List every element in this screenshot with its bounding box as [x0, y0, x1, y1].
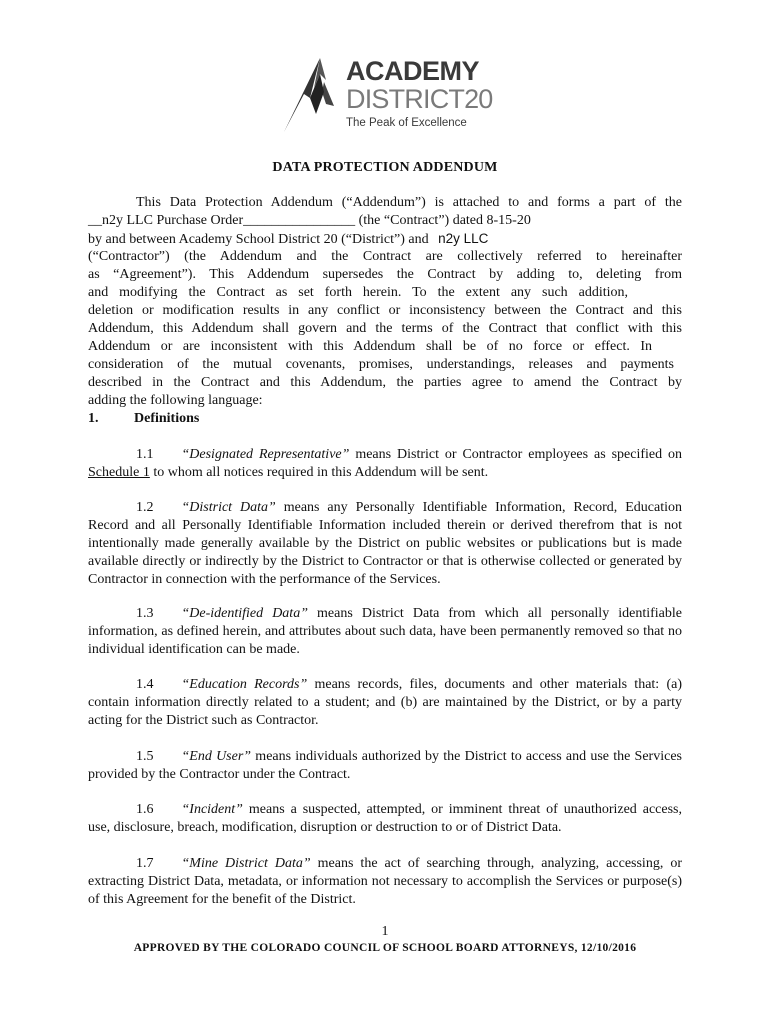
- intro-line-12: adding the following language:: [88, 393, 263, 408]
- intro-line-4: (“Contractor”) (the Addendum and the Contract are collectively referred to hereinafter: [88, 249, 682, 264]
- intro-line-10: consideration of the mutual covenants, promises, understandings, releases and payments: [88, 357, 674, 372]
- logo-tagline: The Peak of Excellence: [346, 117, 467, 129]
- definition-term: “De-identified Data”: [181, 606, 308, 621]
- intro-line-1: This Data Protection Addendum (“Addendum”) is attached to and forms a part of the: [136, 195, 682, 210]
- definition-term: “End User”: [181, 749, 252, 764]
- definition-1-5: 1.5 “End User” means individuals authorized by the District to access and use the Services provided by the Contractor under the Contract.: [88, 749, 682, 782]
- intro-line-9: Addendum or are inconsistent with this Addendum shall be of no force or effect. In: [88, 339, 652, 354]
- intro-line-11: described in the Contract and this Addendum, the parties agree to amend the Contract by: [88, 375, 682, 390]
- definition-term: “Designated Representative”: [181, 447, 350, 462]
- contractor-name-field: n2y LLC: [438, 231, 489, 246]
- intro-line-5: as “Agreement”). This Addendum supersedes the Contract by adding to, deleting from: [88, 267, 682, 282]
- definition-number: 1.6: [136, 802, 154, 817]
- definition-number: 1.2: [136, 500, 154, 515]
- definition-number: 1.1: [136, 447, 154, 462]
- logo-district-text: DISTRICT20: [346, 84, 493, 114]
- intro-line-3: [88, 230, 682, 249]
- logo-academy-text: ACADEMY: [346, 56, 480, 86]
- definition-number: 1.3: [136, 606, 154, 621]
- intro-line-3-text: by and between Academy School District 20 (“District”) and: [88, 232, 429, 247]
- definition-term: “Education Records”: [181, 677, 308, 692]
- section-number: 1.: [88, 411, 99, 426]
- definition-term: “Mine District Data”: [181, 856, 311, 871]
- schedule-1-link: Schedule 1: [88, 465, 150, 480]
- document-title: DATA PROTECTION ADDENDUM: [272, 160, 498, 175]
- definition-term: “Incident”: [181, 802, 243, 817]
- section-title: Definitions: [134, 411, 200, 426]
- page-number: 1: [381, 924, 389, 939]
- approval-footer: APPROVED BY THE COLORADO COUNCIL OF SCHOOL BOARD ATTORNEYS, 12/10/2016: [133, 942, 637, 954]
- intro-line-2: __n2y LLC Purchase Order________________ (the “Contract”) dated 8-15-20: [88, 213, 531, 228]
- definition-number: 1.5: [136, 749, 154, 764]
- definition-1-4: 1.4 “Education Records” means records, files, documents and other materials that: (a) contain information directly related to a student; and (b) are maintained by the District, or by a party acting for the District such as Contractor.: [88, 677, 682, 728]
- definition-1-7: 1.7 “Mine District Data” means the act of searching through, analyzing, accessing, or extracting District Data, metadata, or information not necessary to accomplish the Services or purpose(s) of this Agreement for the benefit of the District.: [88, 856, 682, 907]
- definition-1-2: 1.2 “District Data” means any Personally Identifiable Information, Record, Education Record and all Personally Identifiable Information included therein or derived therefrom that is not intentionally made generally available by the District on public websites or publications but is made available directly or indirectly by the District to Contractor or that is otherwise collected or generated by Contractor in connection with the performance of the Services.: [88, 500, 682, 587]
- intro-line-6: and modifying the Contract as set forth herein. To the extent any such addition,: [88, 285, 628, 300]
- definition-1-3: 1.3 “De-identified Data” means District Data from which all personally identifiable information, as defined herein, and attributes about such data, have been permanently removed so that no individual identification can be made.: [88, 606, 682, 657]
- section-1-heading: [88, 410, 199, 428]
- definition-term: “District Data”: [181, 500, 276, 515]
- mountain-peak-icon: [280, 52, 342, 134]
- definition-number: 1.7: [136, 856, 154, 871]
- definition-1-6: 1.6 “Incident” means a suspected, attempted, or imminent threat of unauthorized access, use, disclosure, breach, modification, disruption or destruction to or of District Data.: [88, 802, 682, 835]
- definition-1-1: 1.1 “Designated Representative” means District or Contractor employees as specified on Schedule 1 to whom all notices required in this Addendum will be sent.: [88, 447, 682, 480]
- intro-line-8: Addendum, this Addendum shall govern and the terms of the Contract that conflict with this: [88, 321, 682, 336]
- definition-number: 1.4: [136, 677, 154, 692]
- intro-line-7: deletion or modification results in any conflict or inconsistency between the Contract and this: [88, 303, 682, 318]
- academy-district-20-logo: [280, 52, 493, 134]
